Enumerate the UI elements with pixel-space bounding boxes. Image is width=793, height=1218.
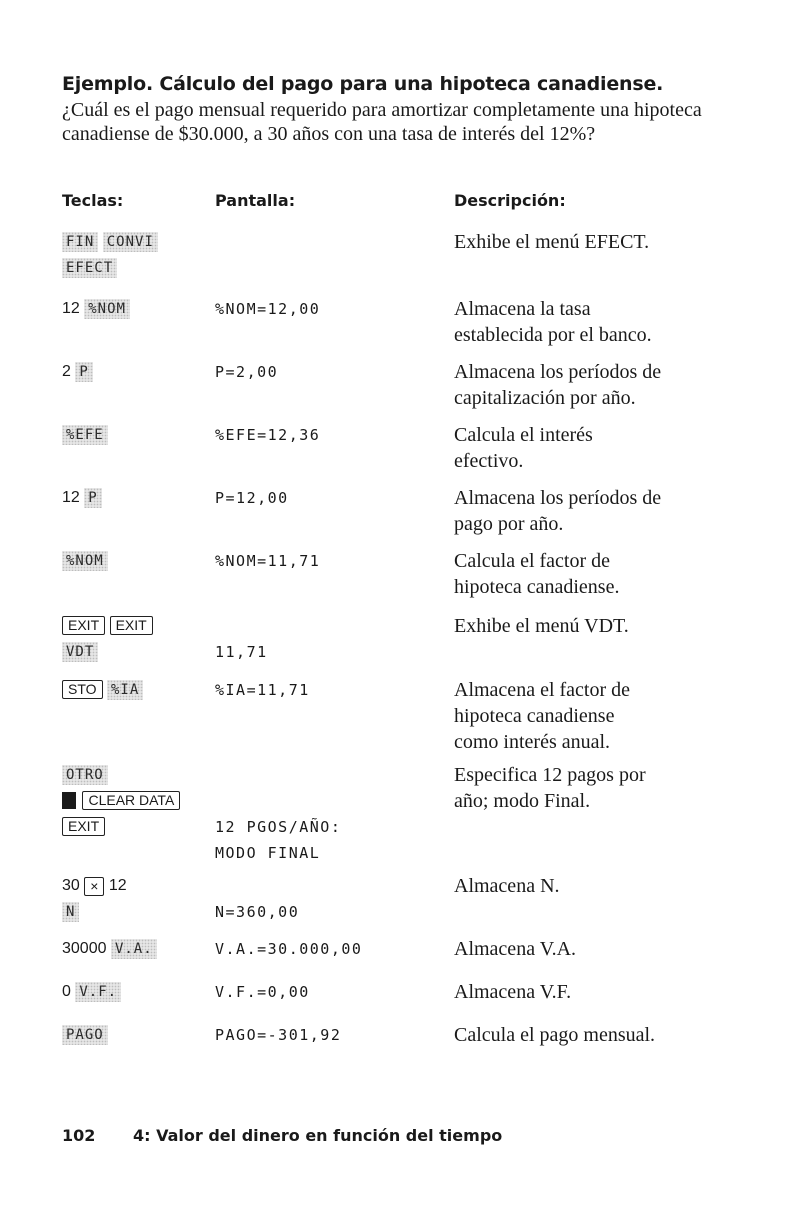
description-cell (454, 296, 754, 348)
example-title: Ejemplo. Cálculo del pago para una hipoteca canadiense. (62, 73, 664, 95)
description-line: Almacena la tasa (454, 298, 591, 320)
keys-line (62, 548, 212, 574)
description-line: capitalización por año. (454, 387, 636, 409)
description-line: Almacena el factor de (454, 679, 631, 701)
number-entry: 12 (108, 877, 127, 894)
keys-line (62, 422, 212, 448)
key-exit[interactable]: EXIT (110, 616, 153, 635)
keys-line (62, 677, 212, 703)
display-cell (215, 762, 445, 866)
number-entry: 30000 (62, 940, 107, 957)
description-cell (454, 485, 754, 537)
keys-cell (62, 422, 212, 448)
display-line: P=12,00 (215, 489, 289, 507)
description-cell (454, 762, 754, 814)
display-line: %NOM=12,00 (215, 300, 321, 318)
softkey-vdt[interactable]: VDT (62, 642, 98, 662)
key-multiply[interactable]: × (84, 877, 104, 896)
display-line: MODO FINAL (215, 844, 321, 862)
softkey-pago[interactable]: PAGO (62, 1025, 108, 1045)
display-cell (215, 936, 445, 962)
softkey-v-f[interactable]: V.F. (75, 982, 121, 1002)
description-line: hipoteca canadiense. (454, 576, 620, 598)
keys-cell (62, 359, 212, 385)
description-cell (454, 936, 754, 962)
number-entry: 12 (62, 489, 80, 506)
keys-cell (62, 762, 212, 840)
display-cell (215, 873, 445, 925)
display-line (215, 788, 445, 814)
description-line: pago por año. (454, 513, 564, 535)
keys-cell (62, 979, 212, 1005)
description-line: hipoteca canadiense (454, 705, 615, 727)
softkey-fin[interactable]: FIN (62, 232, 98, 252)
softkey-efe[interactable]: %EFE (62, 425, 108, 445)
display-line: V.A.=30.000,00 (215, 940, 363, 958)
chapter-title: 4: Valor del dinero en función del tiempo (132, 1126, 503, 1145)
keys-line (62, 613, 212, 639)
display-line: %IA=11,71 (215, 681, 310, 699)
softkey-convi[interactable]: CONVI (103, 232, 158, 252)
softkey-p[interactable]: P (84, 488, 101, 508)
display-line: %EFE=12,36 (215, 426, 321, 444)
description-line: Exhibe el menú EFECT. (454, 231, 650, 253)
description-cell (454, 1022, 754, 1048)
description-cell (454, 422, 754, 474)
description-cell (454, 359, 754, 411)
keys-line (62, 639, 212, 665)
display-column-header: Pantalla: (215, 191, 296, 210)
display-cell (215, 422, 445, 448)
keys-cell (62, 873, 212, 925)
keys-line (62, 229, 212, 255)
key-exit[interactable]: EXIT (62, 616, 105, 635)
keys-line (62, 255, 212, 281)
key-clear-data[interactable]: CLEAR DATA (82, 791, 180, 810)
keys-line (62, 485, 212, 511)
description-cell (454, 548, 754, 600)
keys-line (62, 1022, 212, 1048)
page-footer (62, 1126, 502, 1145)
description-line: Calcula el pago mensual. (454, 1024, 656, 1046)
page-number: 102 (62, 1126, 96, 1145)
description-line: Almacena los períodos de (454, 487, 662, 509)
softkey-nom[interactable]: %NOM (62, 551, 108, 571)
display-line: V.F.=0,00 (215, 983, 310, 1001)
description-line: Almacena N. (454, 875, 560, 897)
keys-cell (62, 677, 212, 703)
description-column-header: Descripción: (454, 191, 566, 210)
keys-line (62, 873, 212, 899)
display-line: 12 PGOS/AÑO: (215, 818, 342, 836)
shift-key-icon[interactable] (62, 792, 76, 809)
number-entry: 2 (62, 363, 71, 380)
description-cell (454, 677, 754, 755)
softkey-ia[interactable]: %IA (107, 680, 143, 700)
description-cell (454, 979, 754, 1005)
keys-cell (62, 296, 212, 322)
display-line: %NOM=11,71 (215, 552, 321, 570)
keys-cell (62, 485, 212, 511)
number-entry: 30 (62, 877, 80, 894)
description-line: Especifica 12 pagos por (454, 764, 646, 786)
key-sto[interactable]: STO (62, 680, 103, 699)
softkey-nom[interactable]: %NOM (84, 299, 130, 319)
softkey-p[interactable]: P (75, 362, 92, 382)
description-line: Exhibe el menú VDT. (454, 615, 629, 637)
keys-line (62, 814, 212, 840)
display-cell (215, 613, 445, 665)
softkey-otro[interactable]: OTRO (62, 765, 108, 785)
display-cell (215, 979, 445, 1005)
display-line (215, 873, 445, 899)
softkey-efect[interactable]: EFECT (62, 258, 117, 278)
example-question: ¿Cuál es el pago mensual requerido para amortizar completamente una hipoteca canadiense de $30.000, a 30 años con una tasa de interés del 12%? (62, 99, 702, 145)
display-line (215, 613, 445, 639)
keys-cell (62, 1022, 212, 1048)
softkey-v-a[interactable]: V.A. (111, 939, 157, 959)
display-line: PAGO=-301,92 (215, 1026, 342, 1044)
description-line: establecida por el banco. (454, 324, 652, 346)
description-line: Calcula el interés (454, 424, 593, 446)
keys-cell (62, 548, 212, 574)
keys-line (62, 359, 212, 385)
keys-line (62, 899, 212, 925)
description-line: efectivo. (454, 450, 524, 472)
keys-line (62, 979, 212, 1005)
display-cell (215, 677, 445, 703)
display-cell (215, 548, 445, 574)
description-cell (454, 229, 754, 255)
display-cell (215, 485, 445, 511)
display-cell (215, 359, 445, 385)
number-entry: 12 (62, 300, 80, 317)
description-line: Almacena los períodos de (454, 361, 662, 383)
keys-cell (62, 936, 212, 962)
keys-line (62, 296, 212, 322)
keys-line (62, 788, 212, 814)
keys-cell (62, 613, 212, 665)
display-line: 11,71 (215, 643, 268, 661)
description-cell (454, 613, 754, 639)
display-line: P=2,00 (215, 363, 279, 381)
display-line: N=360,00 (215, 903, 300, 921)
keys-column-header: Teclas: (62, 191, 124, 210)
keys-cell (62, 229, 212, 281)
description-line: año; modo Final. (454, 790, 591, 812)
keys-line (62, 762, 212, 788)
description-line: Almacena V.F. (454, 981, 572, 1003)
display-cell (215, 296, 445, 322)
description-cell (454, 873, 754, 899)
softkey-n[interactable]: N (62, 902, 79, 922)
keys-line (62, 936, 212, 962)
number-entry: 0 (62, 983, 71, 1000)
display-cell (215, 1022, 445, 1048)
display-line (215, 762, 445, 788)
description-line: Almacena V.A. (454, 938, 577, 960)
description-line: Calcula el factor de (454, 550, 611, 572)
key-exit[interactable]: EXIT (62, 817, 105, 836)
description-line: como interés anual. (454, 731, 611, 753)
